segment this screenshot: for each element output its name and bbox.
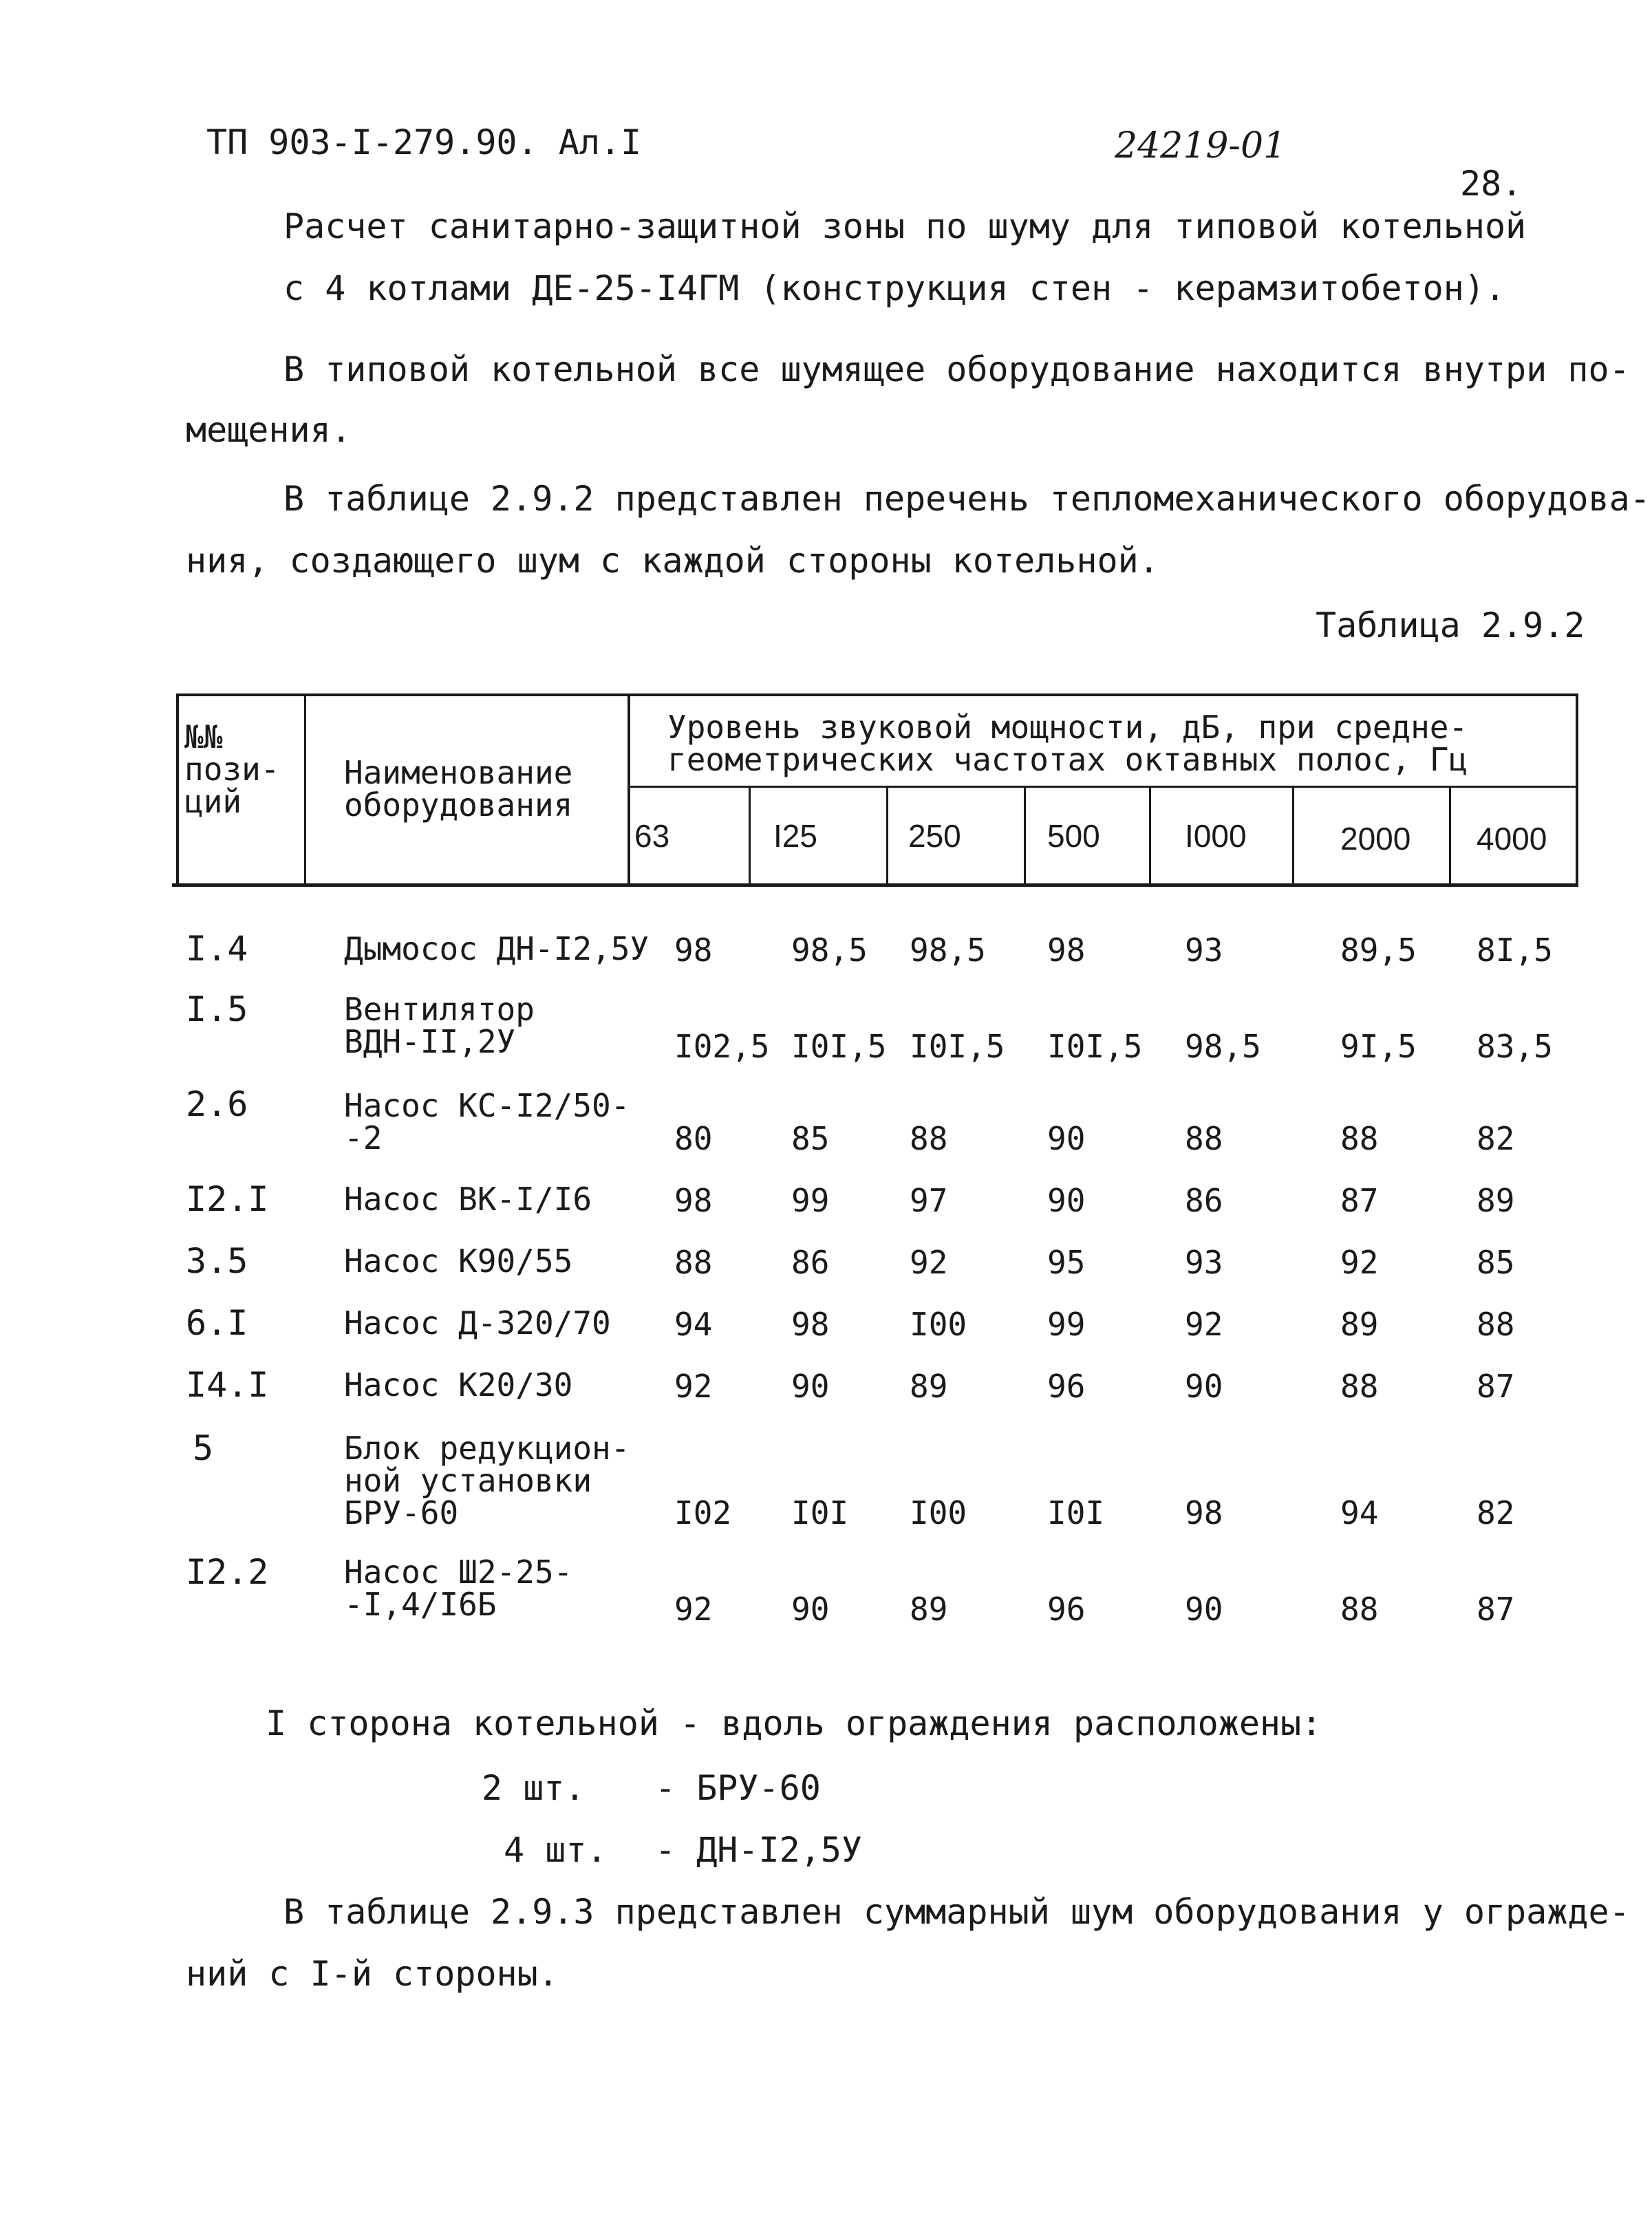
row-value: 97 (910, 1182, 948, 1219)
row-equipment-name: Насос К20/30 (344, 1366, 573, 1403)
table-name-freq-rule (627, 693, 630, 886)
header-position-col: №№ пози- ций (184, 718, 280, 820)
row-value: 96 (1047, 1368, 1086, 1405)
row-equipment-name: Насос Д-320/70 (344, 1304, 611, 1342)
side-item-name: - ДН-I2,5У (655, 1830, 863, 1870)
header-sound-power-group: Уровень звуковой мощности, дБ, при средне- геометрических частотах октавных полос, Гц (667, 709, 1468, 778)
row-value: 98 (1047, 932, 1086, 969)
row-equipment-name: Дымосос ДН-I2,5У (344, 930, 650, 967)
row-value: 83,5 (1477, 1028, 1553, 1065)
row-value: 96 (1047, 1591, 1086, 1628)
freq-col-rule (749, 786, 751, 885)
row-equipment-name: Блок редукцион- ной установки БРУ-60 (344, 1430, 630, 1531)
row-value: 87 (1477, 1591, 1515, 1628)
row-value: 98,5 (1185, 1028, 1261, 1065)
title-line-1: Расчет санитарно-защитной зоны по шуму для типовой котельной (283, 206, 1527, 246)
freq-col-rule (886, 786, 888, 885)
row-value: 82 (1477, 1494, 1515, 1531)
title-line-2: с 4 котлами ДЕ-25-I4ГМ (конструкция стен - керамзитобетон). (283, 268, 1506, 308)
table-top-rule (176, 693, 1577, 696)
row-value: 88 (910, 1120, 948, 1157)
row-value: I0I,5 (910, 1028, 1005, 1065)
freq-col-rule (1292, 786, 1294, 885)
row-value: I0I (1047, 1494, 1105, 1531)
row-position: I2.2 (186, 1552, 269, 1592)
row-value: 92 (674, 1591, 713, 1628)
row-value: 98 (674, 1182, 713, 1219)
row-value: 92 (1185, 1306, 1223, 1343)
row-value: 89 (910, 1368, 948, 1405)
row-value: 94 (674, 1306, 713, 1343)
row-value: 92 (1340, 1244, 1379, 1281)
table-header-bottom-rule (172, 883, 1578, 887)
row-value: 89 (1340, 1306, 1379, 1343)
row-position: I2.I (186, 1179, 269, 1219)
row-value: 88 (674, 1244, 713, 1281)
freq-header: I000 (1185, 818, 1247, 854)
row-position: I.4 (186, 929, 248, 969)
row-value: 87 (1340, 1182, 1379, 1219)
row-value: 98 (1185, 1494, 1223, 1531)
row-value: 9I,5 (1340, 1028, 1417, 1065)
row-value: 99 (791, 1182, 830, 1219)
row-value: I0I (791, 1494, 849, 1531)
freq-col-rule (1149, 786, 1151, 885)
row-value: I02,5 (674, 1028, 770, 1065)
row-value: 90 (1185, 1591, 1223, 1628)
header-name-col: Наименование оборудования (344, 754, 573, 824)
row-value: I02 (674, 1494, 732, 1531)
row-value: 88 (1340, 1591, 1379, 1628)
row-value: 87 (1477, 1368, 1515, 1405)
freq-col-rule (1024, 786, 1026, 885)
paragraph-1-line-1: В типовой котельной все шумящее оборудование находится внутри по- (283, 349, 1630, 389)
row-value: 92 (674, 1368, 713, 1405)
row-value: 88 (1340, 1368, 1379, 1405)
row-position: 6.I (186, 1303, 248, 1343)
final-paragraph-line-2: ний с I-й стороны. (186, 1954, 559, 1994)
row-value: 90 (1047, 1182, 1086, 1219)
freq-col-rule (1449, 786, 1451, 885)
paragraph-2-line-1: В таблице 2.9.2 представлен перечень тепломеханического оборудова- (283, 479, 1651, 519)
row-position: I4.I (186, 1365, 269, 1405)
row-position: 3.5 (186, 1241, 248, 1281)
row-value: 93 (1185, 932, 1223, 969)
row-value: I00 (910, 1306, 967, 1343)
row-value: 99 (1047, 1306, 1086, 1343)
row-value: 93 (1185, 1244, 1223, 1281)
table-group-rule (629, 786, 1577, 788)
side-item-qty: 2 шт. (482, 1768, 586, 1808)
row-value: 92 (910, 1244, 948, 1281)
freq-header: 500 (1047, 818, 1100, 854)
row-value: 85 (1477, 1244, 1515, 1281)
row-value: 88 (1340, 1120, 1379, 1157)
row-equipment-name: Насос КС-I2/50- -2 (344, 1087, 630, 1156)
row-value: 90 (1047, 1120, 1086, 1157)
row-value: 80 (674, 1120, 713, 1157)
row-equipment-name: Насос К90/55 (344, 1242, 573, 1280)
row-equipment-name: Насос ВК-I/I6 (344, 1181, 592, 1218)
row-value: 88 (1185, 1120, 1223, 1157)
row-value: 98 (791, 1306, 830, 1343)
freq-header: 250 (908, 818, 961, 854)
final-paragraph-line-1: В таблице 2.9.3 представлен суммарный шум оборудования у огражде- (283, 1892, 1630, 1932)
side-item-qty: 4 шт. (504, 1830, 608, 1870)
page-number: 28. (1460, 164, 1523, 204)
row-value: 90 (1185, 1368, 1223, 1405)
row-value: 95 (1047, 1244, 1086, 1281)
row-equipment-name: Вентилятор ВДН-II,2У (344, 991, 535, 1060)
row-position: I.5 (186, 989, 248, 1029)
row-value: 89,5 (1340, 932, 1417, 969)
table-pos-name-rule (304, 693, 306, 886)
row-value: I0I,5 (791, 1028, 887, 1065)
row-position: 5 (193, 1428, 214, 1468)
row-value: 90 (791, 1368, 830, 1405)
row-position: 2.6 (186, 1084, 248, 1124)
row-value: I00 (910, 1494, 967, 1531)
row-value: 85 (791, 1120, 830, 1157)
row-value: 98 (674, 932, 713, 969)
row-value: I0I,5 (1047, 1028, 1143, 1065)
row-value: 89 (1477, 1182, 1515, 1219)
row-value: 94 (1340, 1494, 1379, 1531)
table-left-rule (176, 693, 179, 886)
paragraph-1-line-2: мещения. (186, 410, 352, 450)
side-item-name: - БРУ-60 (655, 1768, 821, 1808)
row-value: 98,5 (910, 932, 986, 969)
row-value: 90 (791, 1591, 830, 1628)
row-value: 98,5 (791, 932, 868, 969)
freq-header: 4000 (1477, 821, 1547, 857)
row-equipment-name: Насос Ш2-25- -I,4/I6Б (344, 1553, 573, 1623)
freq-header: 63 (634, 818, 670, 854)
freq-header: I25 (773, 818, 817, 854)
document-code: ТП 903-I-279.90. Ал.I (206, 122, 642, 162)
row-value: 88 (1477, 1306, 1515, 1343)
row-value: 82 (1477, 1120, 1515, 1157)
row-value: 86 (791, 1244, 830, 1281)
handwritten-number: 24219-01 (1115, 125, 1287, 166)
paragraph-2-line-2: ния, создающего шум с каждой стороны котельной. (186, 541, 1159, 581)
side-description: I сторона котельной - вдоль ограждения расположены: (266, 1703, 1322, 1743)
row-value: 86 (1185, 1182, 1223, 1219)
row-value: 89 (910, 1591, 948, 1628)
table-right-rule (1576, 693, 1578, 886)
freq-header: 2000 (1340, 821, 1411, 857)
row-value: 8I,5 (1477, 932, 1553, 969)
table-caption: Таблица 2.9.2 (1316, 605, 1585, 645)
